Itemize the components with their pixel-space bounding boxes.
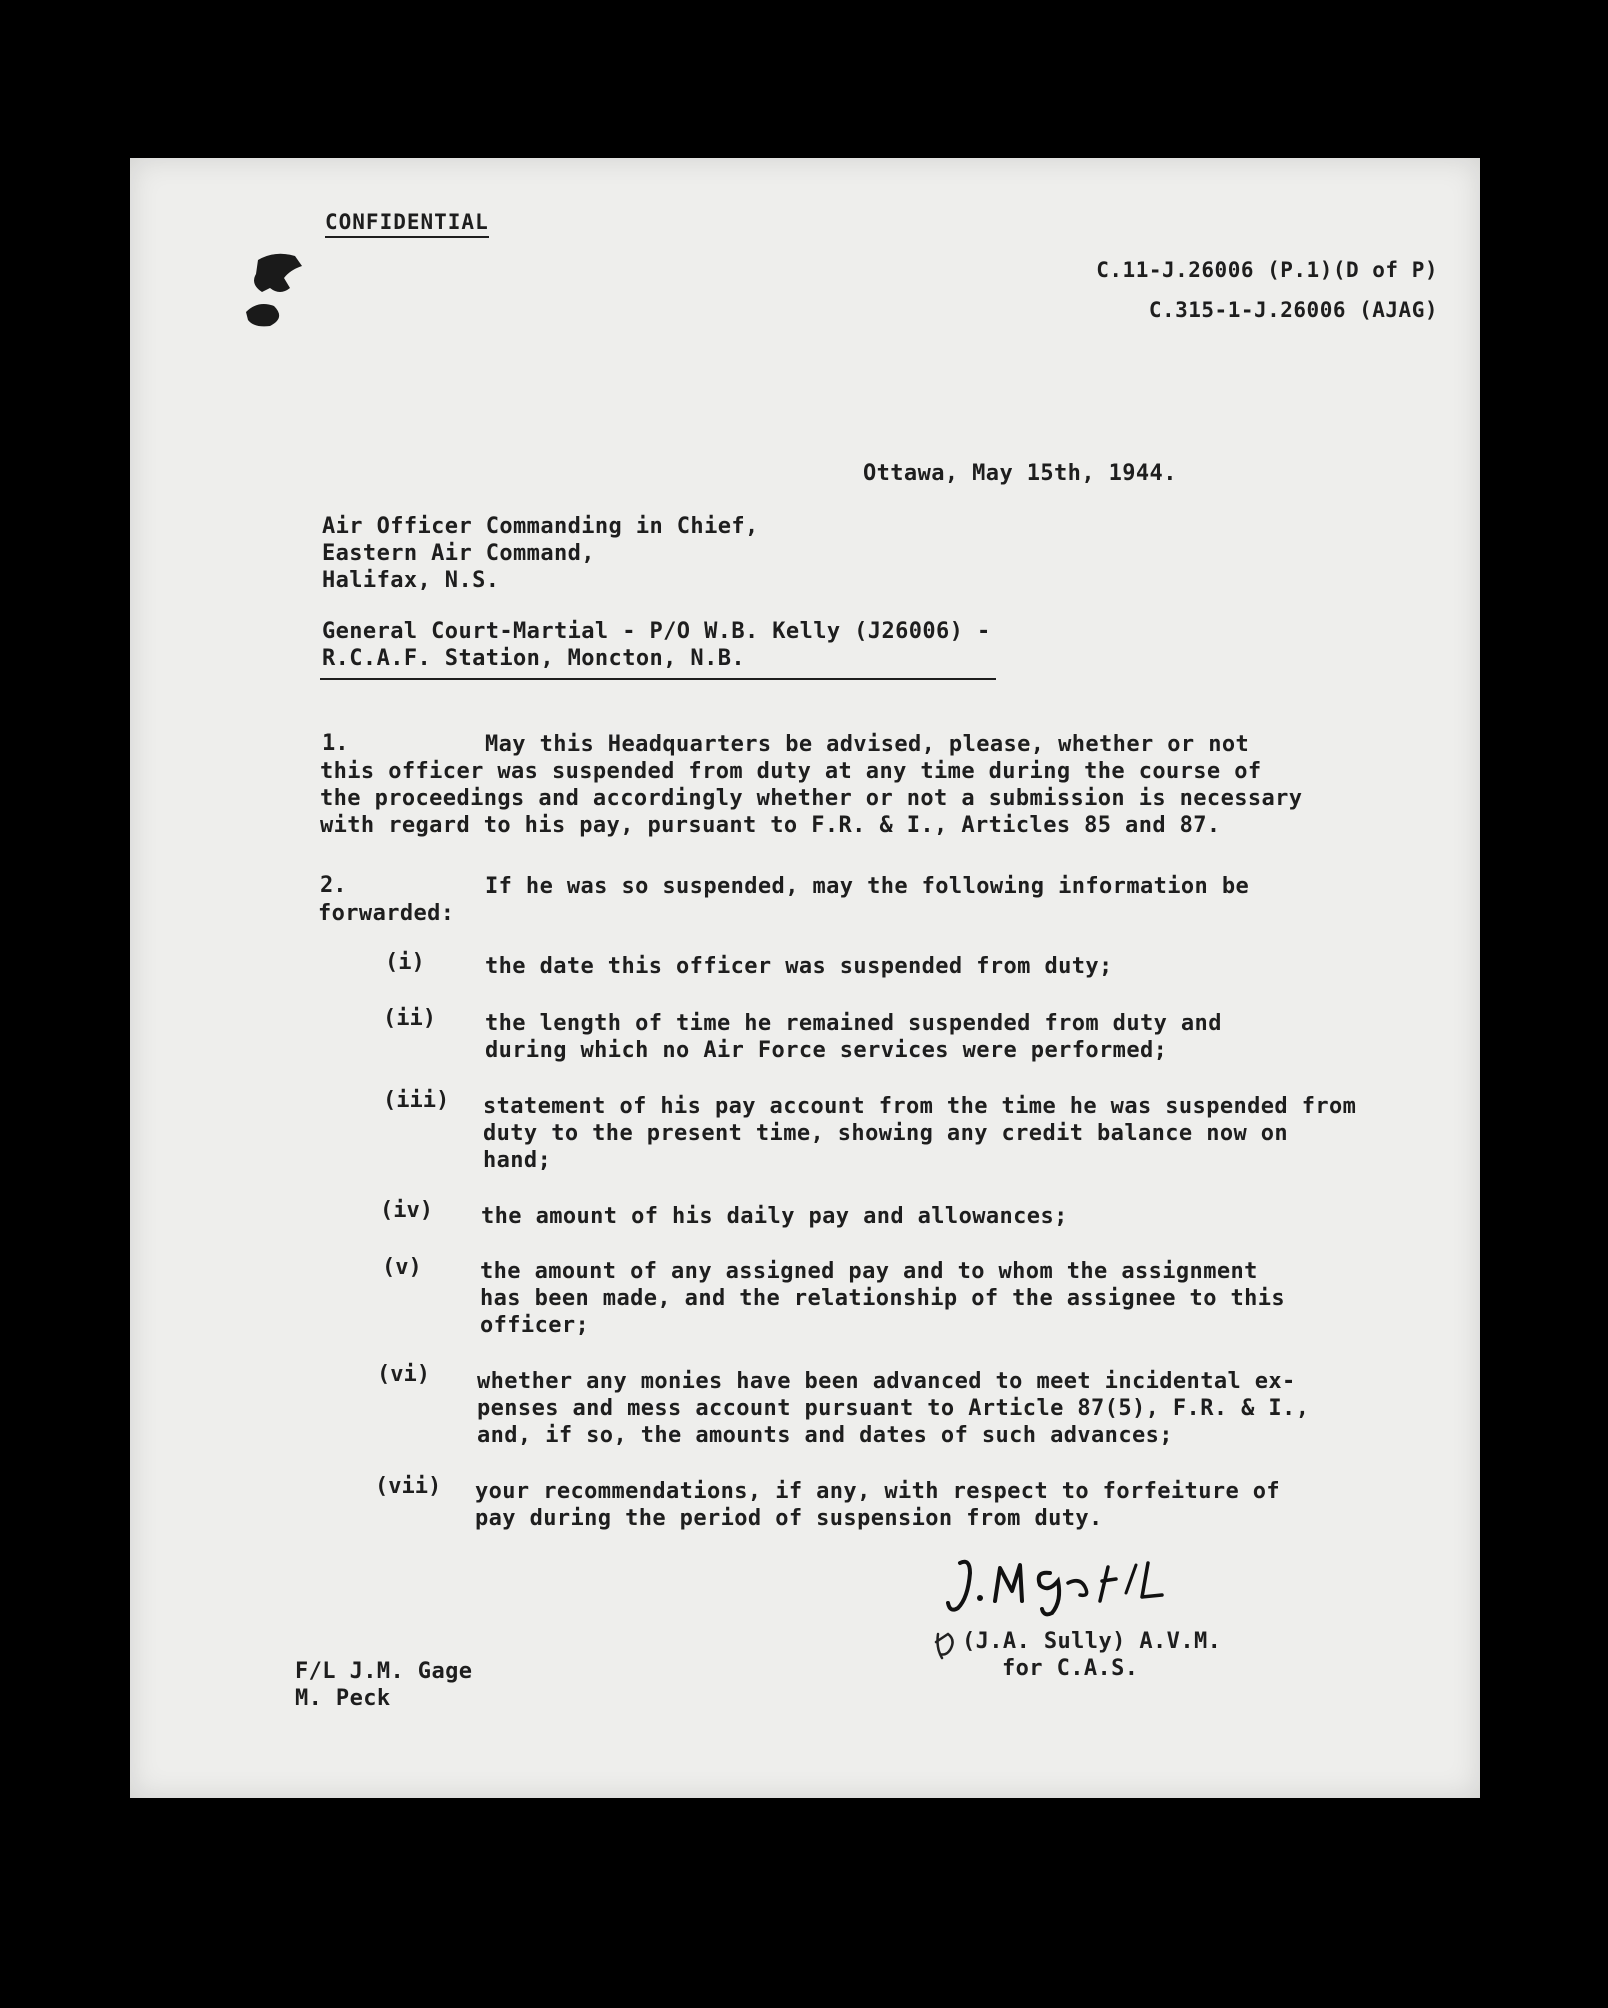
- paragraph-text: the proceedings and accordingly whether or not a submission is necessary: [320, 786, 1303, 811]
- item-text: the amount of his daily pay and allowances;: [481, 1204, 1068, 1229]
- paragraph-text: this officer was suspended from duty at any time during the course of: [320, 759, 1262, 784]
- file-reference-1: C.11-J.26006 (P.1)(D of P): [1096, 258, 1438, 282]
- subject-underline: [320, 678, 996, 680]
- item-text: the date this officer was suspended from duty;: [485, 954, 1113, 979]
- paragraph-text: May this Headquarters be advised, please, whether or not: [485, 732, 1250, 757]
- item-text: hand;: [483, 1148, 552, 1173]
- item-number: (vi): [377, 1362, 430, 1387]
- initials-line: F/L J.M. Gage: [295, 1659, 473, 1684]
- item-number: (i): [385, 950, 425, 975]
- document-page: [130, 158, 1480, 1798]
- item-number: (v): [382, 1255, 422, 1280]
- item-text: penses and mess account pursuant to Article 87(5), F.R. & I.,: [477, 1396, 1310, 1421]
- subject-line: [322, 618, 991, 672]
- paragraph-text: If he was so suspended, may the following information be: [485, 874, 1250, 899]
- file-reference-2: C.315-1-J.26006 (AJAG): [1148, 298, 1438, 322]
- item-text: pay during the period of suspension from duty.: [475, 1506, 1103, 1531]
- paragraph-number: 2.: [320, 873, 347, 898]
- item-text: and, if so, the amounts and dates of such advances;: [477, 1423, 1173, 1448]
- item-text: whether any monies have been advanced to meet incidental ex-: [477, 1369, 1296, 1394]
- address-line: Air Officer Commanding in Chief,: [322, 514, 759, 539]
- subject-text: General Court-Martial - P/O W.B. Kelly (J26006) -: [322, 619, 991, 644]
- address-line: Eastern Air Command,: [322, 541, 595, 566]
- item-text: statement of his pay account from the time he was suspended from: [483, 1094, 1357, 1119]
- initials-block: [295, 1658, 472, 1712]
- item-text: the length of time he remained suspended from duty and: [485, 1011, 1222, 1036]
- item-text: duty to the present time, showing any credit balance now on: [483, 1121, 1289, 1146]
- confidential-heading: CONFIDENTIAL: [325, 210, 489, 238]
- signer-name: (J.A. Sully) A.V.M.: [962, 1629, 1222, 1654]
- handwritten-signature: [940, 1553, 1200, 1627]
- ink-stamp-mark: [240, 248, 330, 342]
- signer-mark: [932, 1628, 964, 1666]
- item-number: (iv): [380, 1198, 433, 1223]
- item-text: has been made, and the relationship of the assignee to this: [480, 1286, 1286, 1311]
- item-number: (iii): [383, 1088, 450, 1113]
- paragraph-number: 1.: [322, 731, 349, 756]
- item-number: (vii): [375, 1474, 442, 1499]
- paragraph-text: forwarded:: [318, 901, 455, 926]
- recipient-address: [322, 513, 759, 594]
- item-number: (ii): [383, 1006, 436, 1031]
- initials-line: M. Peck: [295, 1686, 391, 1711]
- item-text: officer;: [480, 1313, 590, 1338]
- item-text: the amount of any assigned pay and to whom the assignment: [480, 1259, 1258, 1284]
- subject-text: R.C.A.F. Station, Moncton, N.B.: [322, 646, 745, 671]
- address-line: Halifax, N.S.: [322, 568, 500, 593]
- signer-title: for C.A.S.: [1002, 1656, 1139, 1681]
- item-text: during which no Air Force services were performed;: [485, 1038, 1168, 1063]
- paragraph-text: with regard to his pay, pursuant to F.R. & I., Articles 85 and 87.: [320, 813, 1221, 838]
- letter-date: Ottawa, May 15th, 1944.: [863, 461, 1177, 486]
- item-text: your recommendations, if any, with respect to forfeiture of: [475, 1479, 1281, 1504]
